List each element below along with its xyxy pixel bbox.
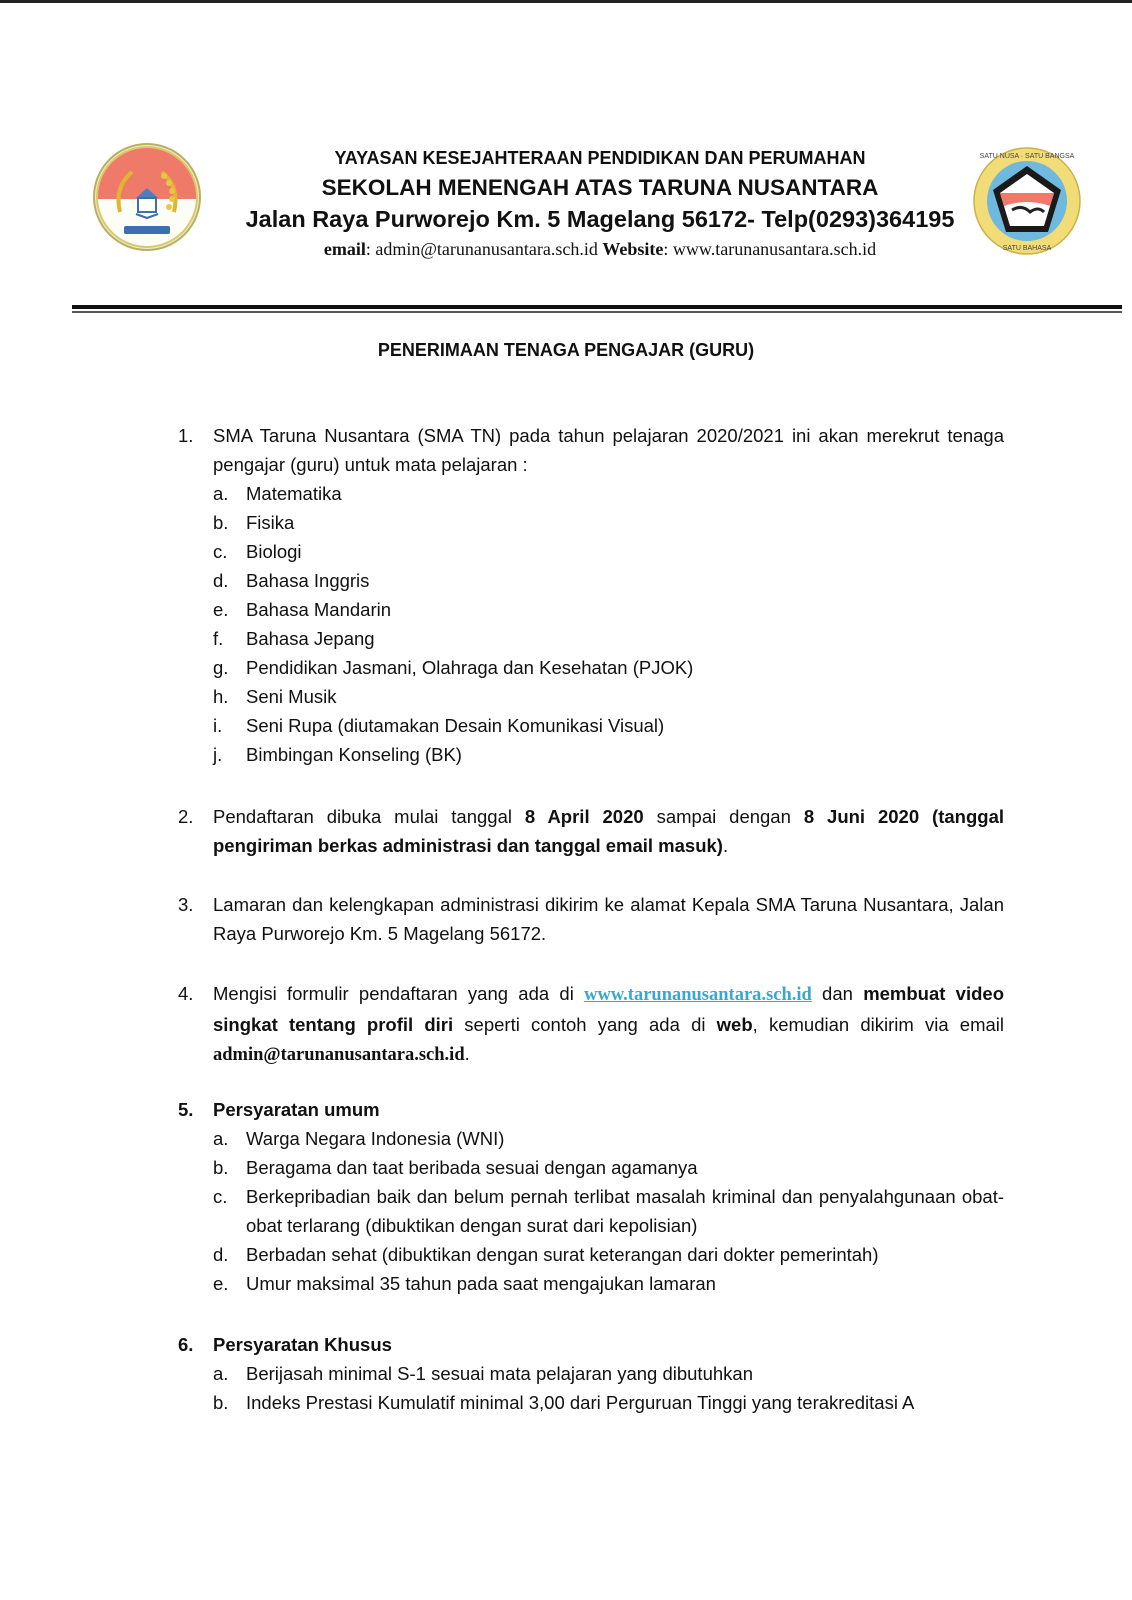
- yayasan-emblem-icon: [92, 142, 202, 252]
- list-item-1: [178, 421, 1004, 769]
- sub-item-text: Fisika: [246, 512, 295, 533]
- sub-item-text: Bahasa Mandarin: [246, 599, 392, 620]
- document-title: PENERIMAAN TENAGA PENGAJAR (GURU): [377, 340, 755, 360]
- email-value: : admin@tarunanusantara.sch.id: [365, 239, 603, 259]
- general-requirements-heading: Persyaratan umum: [213, 1099, 380, 1120]
- sub-item-letter: i.: [213, 715, 223, 736]
- item-3-text: Lamaran dan kelengkapan administrasi dikirim ke alamat Kepala SMA Taruna Nusantara, Jalan Raya Purworejo Km. 5 Magelang 56172.: [213, 894, 1004, 944]
- requirement-item: [213, 1359, 1004, 1388]
- bold-text: membuat video singkat tentang profil diri: [213, 983, 1005, 1035]
- item-4-text: [213, 979, 1004, 1070]
- subject-item: [213, 711, 1004, 740]
- subject-item: [213, 566, 1004, 595]
- start-date: 8 April 2020: [524, 806, 644, 827]
- text-span: .: [722, 835, 729, 856]
- list-item-3: [178, 890, 1004, 948]
- list-item-2: [178, 802, 1004, 860]
- requirement-item: [213, 1153, 1004, 1182]
- sub-item-letter: d.: [213, 1244, 229, 1265]
- sub-item-text: Beragama dan taat beribada sesuai dengan agamanya: [246, 1157, 698, 1178]
- sub-item-text: Bimbingan Konseling (BK): [246, 744, 462, 765]
- item-number: 3.: [178, 894, 194, 915]
- item-number: 6.: [178, 1334, 194, 1355]
- special-requirements-heading: Persyaratan Khusus: [213, 1334, 392, 1355]
- sub-item-text: Berkepribadian baik dan belum pernah terlibat masalah kriminal dan penyalahgunaan obat-obat terlarang (dibuktikan dengan surat dari kepolisian): [246, 1186, 1004, 1236]
- requirement-item: [213, 1388, 1004, 1417]
- letterhead-divider-thin: [72, 311, 1122, 313]
- sub-item-text: Umur maksimal 35 tahun pada saat mengajukan lamaran: [246, 1273, 716, 1294]
- sub-item-text: Biologi: [246, 541, 302, 562]
- bold-text: web: [716, 1014, 753, 1035]
- subject-item: [213, 624, 1004, 653]
- end-date: 8 Juni 2020 (tanggal pengiriman berkas administrasi dan tanggal email masuk): [213, 806, 1004, 856]
- sub-item-letter: e.: [213, 599, 229, 620]
- requirement-item: [213, 1182, 1004, 1240]
- sub-item-text: Indeks Prestasi Kumulatif minimal 3,00 dari Perguruan Tinggi yang terakreditasi A: [246, 1392, 915, 1413]
- sub-item-text: Bahasa Jepang: [246, 628, 375, 649]
- school-name: SEKOLAH MENENGAH ATAS TARUNA NUSANTARA: [321, 175, 879, 200]
- sub-item-letter: e.: [213, 1273, 229, 1294]
- subject-item: [213, 479, 1004, 508]
- sub-item-letter: b.: [213, 1392, 229, 1413]
- item-number: 1.: [178, 425, 194, 446]
- text-span: Mengisi formulir pendaftaran yang ada di: [213, 983, 585, 1004]
- sub-item-letter: g.: [213, 657, 229, 678]
- sub-item-text: Berbadan sehat (dibuktikan dengan surat keterangan dari dokter pemerintah): [246, 1244, 879, 1265]
- subject-item: [213, 537, 1004, 566]
- text-span: .: [464, 1043, 470, 1064]
- sub-item-letter: j.: [213, 744, 223, 765]
- sub-item-letter: f.: [213, 628, 224, 649]
- sub-item-letter: a.: [213, 483, 229, 504]
- sub-item-text: Matematika: [246, 483, 342, 504]
- item-2-text: [213, 802, 1004, 860]
- item-number: 4.: [178, 983, 194, 1004]
- sub-item-text: Warga Negara Indonesia (WNI): [246, 1128, 505, 1149]
- sub-item-letter: c.: [213, 1186, 228, 1207]
- sub-item-text: Pendidikan Jasmani, Olahraga dan Kesehatan (PJOK): [246, 657, 694, 678]
- sub-item-text: Berijasah minimal S-1 sesuai mata pelajaran yang dibutuhkan: [246, 1363, 753, 1384]
- subject-item: [213, 508, 1004, 537]
- requirement-item: [213, 1124, 1004, 1153]
- subject-item: [213, 595, 1004, 624]
- list-item-6: [178, 1330, 1004, 1417]
- sub-item-text: Seni Musik: [246, 686, 337, 707]
- school-address: Jalan Raya Purworejo Km. 5 Magelang 56172- Telp(0293)364195: [245, 206, 955, 232]
- sub-item-letter: b.: [213, 1157, 229, 1178]
- letterhead-divider: [72, 305, 1122, 309]
- requirement-item: [213, 1240, 1004, 1269]
- scan-top-edge: [0, 0, 1132, 3]
- text-span: seperti contoh yang ada di: [453, 1014, 717, 1035]
- contact-email: admin@tarunanusantara.sch.id: [213, 1045, 465, 1065]
- contact-line: [220, 239, 980, 260]
- svg-text:SATU NUSA · SATU BANGSA: SATU NUSA · SATU BANGSA: [979, 153, 1075, 160]
- svg-text:SATU BAHASA: SATU BAHASA: [1002, 245, 1052, 252]
- requirement-item: [213, 1269, 1004, 1298]
- sub-item-text: Bahasa Inggris: [246, 570, 370, 591]
- sub-item-text: Seni Rupa (diutamakan Desain Komunikasi Visual): [246, 715, 665, 736]
- foundation-name: YAYASAN KESEJAHTERAAN PENDIDIKAN DAN PERUMAHAN: [334, 148, 866, 168]
- sub-item-letter: c.: [213, 541, 228, 562]
- text-span: sampai dengan: [643, 806, 804, 827]
- list-item-4: [178, 979, 1004, 1070]
- text-span: , kemudian dikirim via email: [752, 1014, 1005, 1035]
- satu-nusa-satu-bangsa-satu-bahasa-emblem-icon: [972, 146, 1082, 256]
- text-span: dan: [811, 983, 864, 1004]
- item-number: 2.: [178, 806, 194, 827]
- website-link[interactable]: www.tarunanusantara.sch.id: [584, 985, 812, 1005]
- sub-item-letter: a.: [213, 1363, 229, 1384]
- sub-item-letter: h.: [213, 686, 229, 707]
- subject-item: [213, 682, 1004, 711]
- sub-item-letter: b.: [213, 512, 229, 533]
- item-1-text: SMA Taruna Nusantara (SMA TN) pada tahun pelajaran 2020/2021 ini akan merekrut tenaga pengajar (guru) untuk mata pelajaran :: [213, 425, 1004, 475]
- text-span: Pendaftaran dibuka mulai tanggal: [213, 806, 525, 827]
- subject-item: [213, 653, 1004, 682]
- website-value: : www.tarunanusantara.sch.id: [663, 239, 877, 259]
- subject-item: [213, 740, 1004, 769]
- email-label: email: [323, 239, 366, 259]
- sub-item-letter: a.: [213, 1128, 229, 1149]
- item-number: 5.: [178, 1099, 194, 1120]
- website-label: Website: [602, 239, 664, 259]
- list-item-5: [178, 1095, 1004, 1298]
- sub-item-letter: d.: [213, 570, 229, 591]
